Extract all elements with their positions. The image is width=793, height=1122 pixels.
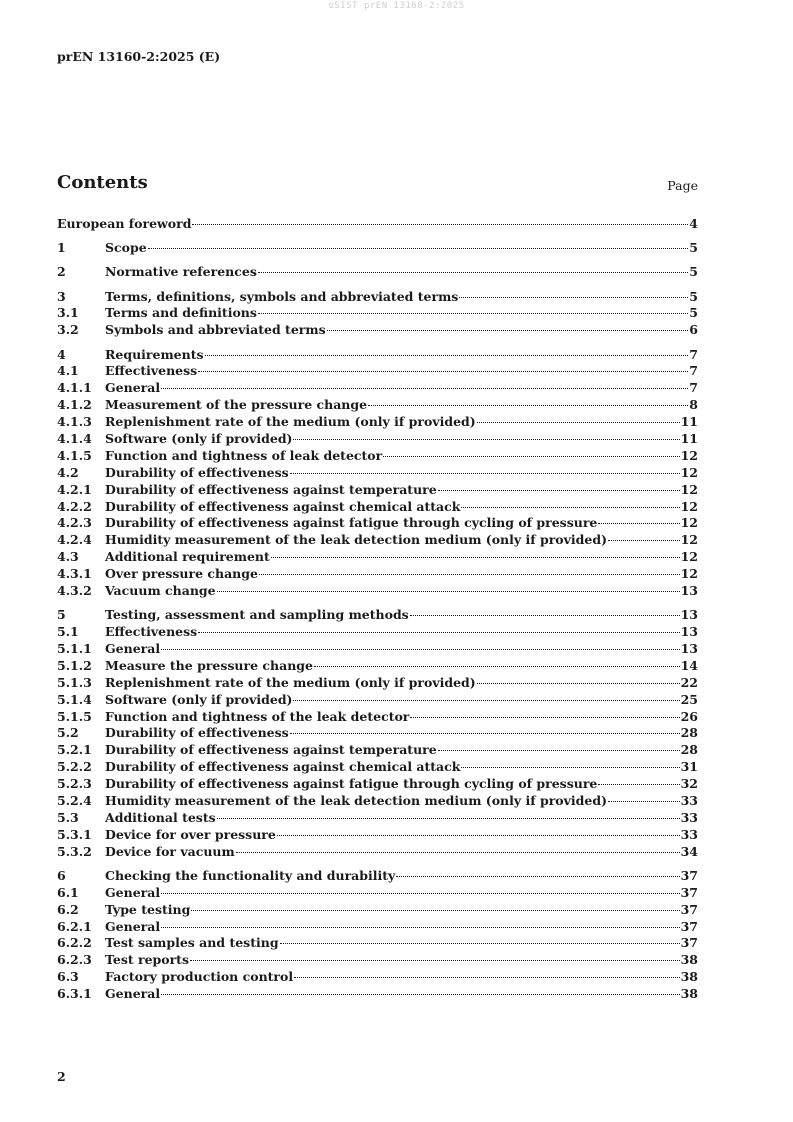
toc-entry-number: 4 [57, 346, 66, 362]
toc-dot-leader [161, 893, 679, 894]
toc-entry-number: 5.3 [57, 809, 79, 825]
toc-entry-number: 5.3.1 [57, 826, 92, 842]
toc-entry-page: 11 [680, 414, 698, 430]
toc-dot-leader [461, 507, 679, 508]
toc-entry-title: Durability of effectiveness [105, 464, 289, 480]
toc-entry-title: Over pressure change [105, 566, 258, 582]
toc-entry-page: 14 [680, 657, 698, 673]
toc-entry[interactable] [57, 692, 698, 709]
toc-entry-title: Requirements [105, 346, 204, 362]
toc-dot-leader [190, 960, 680, 961]
toc-entry-title: Durability of effectiveness against fatigue through cycling of pressure [105, 515, 598, 531]
toc-entry-title: Terms and definitions [105, 305, 257, 321]
toc-dot-leader [236, 852, 680, 853]
toc-dot-leader [461, 767, 679, 768]
toc-entry-title: Function and tightness of the leak detector [105, 708, 410, 724]
toc-entry[interactable] [57, 482, 698, 499]
toc-entry-title: European foreword [57, 216, 192, 231]
toc-dot-leader [161, 994, 679, 995]
toc-entry-number: 5.2 [57, 725, 79, 741]
toc-entry[interactable] [57, 827, 698, 844]
toc-entry-title: Durability of effectiveness against temperature [105, 742, 437, 758]
toc-entry[interactable] [57, 658, 698, 675]
toc-entry-number: 5.1.4 [57, 691, 92, 707]
toc-dot-leader [258, 272, 688, 273]
toc-entry-number: 5.1.3 [57, 674, 92, 690]
toc-entry-title: Device for over pressure [105, 826, 276, 842]
toc-entry-page: 13 [680, 624, 698, 640]
toc-entry[interactable] [57, 347, 698, 364]
toc-entry-page: 31 [680, 759, 698, 775]
toc-dot-leader [459, 297, 688, 298]
toc-entry-number: 4.1.5 [57, 447, 92, 463]
toc-entry[interactable] [57, 499, 698, 516]
toc-entry[interactable] [57, 986, 698, 1003]
toc-dot-leader [314, 666, 680, 667]
toc-dot-leader [598, 784, 679, 785]
toc-entry-page: 34 [680, 843, 698, 859]
toc-entry-number: 5.2.2 [57, 759, 92, 775]
toc-entry-number: 6.3 [57, 969, 79, 985]
toc-entry-page: 33 [680, 792, 698, 808]
toc-entry[interactable] [57, 532, 698, 549]
toc-entry-page: 12 [680, 447, 698, 463]
toc-dot-leader [438, 490, 680, 491]
toc-entry-title: General [105, 380, 161, 396]
toc-entry-title: Scope [105, 240, 147, 256]
toc-dot-leader [205, 355, 689, 356]
toc-entry-title: Durability of effectiveness against temperature [105, 481, 437, 497]
toc-entry[interactable] [57, 902, 698, 919]
toc-entry-page: 12 [680, 549, 698, 565]
toc-dot-leader [258, 313, 688, 314]
toc-entry-title: Effectiveness [105, 363, 198, 379]
toc-entry-title: General [105, 884, 161, 900]
toc-entry[interactable] [57, 675, 698, 692]
toc-dot-leader [396, 876, 679, 877]
toc-entry-page: 11 [680, 430, 698, 446]
toc-entry[interactable] [57, 952, 698, 969]
toc-entry-number: 5 [57, 607, 66, 623]
toc-entry-title: Factory production control [105, 969, 294, 985]
toc-entry-number: 6.2.3 [57, 952, 92, 968]
toc-entry-page: 33 [680, 826, 698, 842]
toc-entry[interactable] [57, 725, 698, 742]
toc-dot-leader [327, 330, 689, 331]
toc-dot-leader [477, 683, 680, 684]
toc-entry-page: 5 [689, 305, 698, 321]
toc-entry-number: 6.2.2 [57, 935, 92, 951]
toc-entry-page: 12 [680, 498, 698, 514]
toc-dot-leader [293, 439, 679, 440]
toc-dot-leader [290, 733, 680, 734]
toc-entry-title: Symbols and abbreviated terms [105, 322, 326, 338]
toc-entry[interactable] [57, 759, 698, 776]
toc-dot-leader [608, 540, 680, 541]
toc-dot-leader [294, 977, 679, 978]
toc-entry-page: 37 [680, 918, 698, 934]
toc-dot-leader [161, 388, 688, 389]
toc-entry-title: Testing, assessment and sampling methods [105, 607, 409, 623]
toc-entry-number: 4.3.1 [57, 566, 92, 582]
toc-entry-page: 37 [680, 884, 698, 900]
toc-entry-page: 32 [680, 776, 698, 792]
toc-entry-number: 4.2.4 [57, 532, 92, 548]
toc-entry-page: 7 [689, 346, 698, 362]
toc-dot-leader [410, 615, 680, 616]
toc-entry[interactable] [57, 607, 698, 624]
toc-entry[interactable] [57, 742, 698, 759]
toc-dot-leader [438, 750, 680, 751]
toc-entry-number: 4.2 [57, 464, 79, 480]
toc-dot-leader [259, 574, 680, 575]
toc-entry-title: Terms, definitions, symbols and abbreviated terms [105, 288, 459, 304]
toc-entry-title: General [105, 640, 161, 656]
toc-entry-page: 37 [680, 935, 698, 951]
toc-entry-page: 37 [680, 867, 698, 883]
toc-entry-title: Checking the functionality and durability [105, 867, 396, 883]
toc-entry-page: 28 [680, 742, 698, 758]
toc-entry[interactable] [57, 264, 698, 281]
toc-entry[interactable] [57, 709, 698, 726]
toc-entry-page: 12 [680, 532, 698, 548]
toc-dot-leader [608, 801, 680, 802]
toc-entry[interactable] [57, 935, 698, 952]
toc-dot-leader [293, 700, 679, 701]
toc-dot-leader [161, 649, 679, 650]
toc-entry-title: Type testing [105, 901, 191, 917]
toc-entry[interactable] [57, 549, 698, 566]
toc-entry-number: 5.2.4 [57, 792, 92, 808]
toc-entry-page: 12 [680, 566, 698, 582]
toc-entry-number: 3.2 [57, 322, 79, 338]
toc-dot-leader [148, 248, 689, 249]
toc-entry-title: Durability of effectiveness against chemical attack [105, 498, 461, 514]
toc-entry-title: Humidity measurement of the leak detection medium (only if provided) [105, 532, 608, 548]
toc-entry-number: 6.2.1 [57, 918, 92, 934]
toc-entry-number: 4.2.3 [57, 515, 92, 531]
toc-dot-leader [217, 591, 680, 592]
toc-entry-number: 4.1.2 [57, 397, 92, 413]
toc-entry-number: 5.3.2 [57, 843, 92, 859]
toc-entry-number: 4.1.4 [57, 430, 92, 446]
toc-entry[interactable] [57, 397, 698, 414]
contents-heading: Contents [57, 172, 148, 193]
toc-entry[interactable] [57, 289, 698, 306]
toc-entry[interactable] [57, 305, 698, 322]
toc-entry-number: 4.2.1 [57, 481, 92, 497]
page-column-label: Page [667, 178, 698, 193]
table-of-contents [57, 216, 698, 1003]
toc-entry-page: 38 [680, 986, 698, 1002]
toc-entry-number: 4.1 [57, 363, 79, 379]
toc-entry-page: 8 [689, 397, 698, 413]
toc-entry-title: Replenishment rate of the medium (only if provided) [105, 414, 476, 430]
toc-entry-page: 7 [689, 380, 698, 396]
toc-entry[interactable] [57, 515, 698, 532]
toc-entry-page: 5 [689, 288, 698, 304]
toc-entry-page: 7 [689, 363, 698, 379]
toc-entry-number: 5.1.5 [57, 708, 92, 724]
toc-entry-number: 3.1 [57, 305, 79, 321]
toc-entry-title: Additional tests [105, 809, 216, 825]
toc-entry[interactable] [57, 322, 698, 339]
toc-entry[interactable] [57, 844, 698, 861]
toc-entry-title: Humidity measurement of the leak detection medium (only if provided) [105, 792, 608, 808]
toc-entry-page: 13 [680, 640, 698, 656]
toc-dot-leader [192, 224, 688, 225]
toc-entry-title: Effectiveness [105, 624, 198, 640]
toc-entry-number: 2 [57, 264, 66, 280]
toc-entry-page: 22 [680, 674, 698, 690]
toc-entry[interactable] [57, 919, 698, 936]
toc-entry-title: Replenishment rate of the medium (only if provided) [105, 674, 476, 690]
toc-entry-title: Software (only if provided) [105, 430, 293, 446]
toc-entry-title: Additional requirement [105, 549, 270, 565]
toc-entry-number: 4.3.2 [57, 583, 92, 598]
toc-entry-number: 4.3 [57, 549, 79, 565]
toc-entry-title: Function and tightness of leak detector [105, 447, 383, 463]
toc-dot-leader [290, 473, 680, 474]
toc-entry[interactable] [57, 566, 698, 583]
toc-dot-leader [198, 632, 679, 633]
toc-entry[interactable] [57, 868, 698, 885]
toc-entry-title: Normative references [105, 264, 257, 280]
toc-dot-leader [410, 717, 679, 718]
toc-entry-page: 38 [680, 969, 698, 985]
toc-entry-title: General [105, 986, 161, 1002]
toc-entry-page: 5 [689, 240, 698, 256]
toc-entry-title: Measure the pressure change [105, 657, 313, 673]
toc-entry[interactable] [57, 776, 698, 793]
toc-entry[interactable] [57, 414, 698, 431]
document-id: prEN 13160-2:2025 (E) [57, 49, 221, 64]
toc-entry-title: Durability of effectiveness against chemical attack [105, 759, 461, 775]
toc-entry-number: 4.1.3 [57, 414, 92, 430]
toc-entry-number: 6.2 [57, 901, 79, 917]
toc-dot-leader [198, 371, 688, 372]
toc-entry-number: 5.2.3 [57, 776, 92, 792]
toc-entry-number: 3 [57, 288, 66, 304]
toc-dot-leader [280, 943, 680, 944]
toc-entry[interactable] [57, 465, 698, 482]
toc-entry-number: 6 [57, 867, 66, 883]
toc-entry-number: 4.1.1 [57, 380, 92, 396]
toc-entry-number: 5.1.1 [57, 640, 92, 656]
toc-dot-leader [217, 818, 680, 819]
toc-entry-page: 37 [680, 901, 698, 917]
toc-entry-title: Durability of effectiveness [105, 725, 289, 741]
toc-dot-leader [271, 557, 680, 558]
toc-entry[interactable] [57, 624, 698, 641]
toc-dot-leader [191, 910, 679, 911]
toc-entry-page: 4 [689, 216, 698, 231]
toc-dot-leader [368, 405, 688, 406]
toc-entry-title: Vacuum change [105, 583, 216, 598]
toc-entry-page: 12 [680, 481, 698, 497]
toc-entry[interactable] [57, 380, 698, 397]
toc-entry[interactable] [57, 431, 698, 448]
toc-dot-leader [477, 422, 680, 423]
page-number: 2 [57, 1069, 66, 1084]
toc-entry-page: 38 [680, 952, 698, 968]
toc-dot-leader [277, 835, 680, 836]
toc-entry[interactable] [57, 448, 698, 465]
toc-entry-title: Durability of effectiveness against fatigue through cycling of pressure [105, 776, 598, 792]
toc-entry[interactable] [57, 969, 698, 986]
toc-entry[interactable] [57, 363, 698, 380]
toc-entry-number: 4.2.2 [57, 498, 92, 514]
toc-dot-leader [383, 456, 679, 457]
toc-entry-page: 25 [680, 691, 698, 707]
toc-dot-leader [598, 523, 679, 524]
toc-entry-title: Device for vacuum [105, 843, 235, 859]
toc-entry-page: 6 [689, 322, 698, 338]
toc-dot-leader [161, 927, 679, 928]
toc-entry-title: Test samples and testing [105, 935, 279, 951]
toc-entry-number: 6.1 [57, 884, 79, 900]
toc-entry-title: General [105, 918, 161, 934]
toc-entry[interactable] [57, 216, 698, 233]
toc-entry-number: 6.3.1 [57, 986, 92, 1002]
toc-entry-page: 12 [680, 464, 698, 480]
toc-entry-number: 5.1 [57, 624, 79, 640]
toc-entry-page: 5 [689, 264, 698, 280]
toc-entry[interactable] [57, 583, 698, 600]
watermark: oSIST prEN 13160-2:2025 [328, 1, 465, 11]
toc-entry-title: Measurement of the pressure change [105, 397, 368, 413]
toc-entry[interactable] [57, 810, 698, 827]
toc-entry-page: 12 [680, 515, 698, 531]
toc-entry-page: 13 [680, 607, 698, 623]
toc-entry[interactable] [57, 240, 698, 257]
toc-entry-page: 33 [680, 809, 698, 825]
toc-entry-number: 5.2.1 [57, 742, 92, 758]
toc-entry-title: Test reports [105, 952, 189, 968]
toc-entry[interactable] [57, 641, 698, 658]
toc-entry-page: 28 [680, 725, 698, 741]
toc-entry-page: 26 [680, 708, 698, 724]
toc-entry-number: 1 [57, 240, 66, 256]
toc-entry-page: 13 [680, 583, 698, 598]
toc-entry[interactable] [57, 885, 698, 902]
toc-entry-number: 5.1.2 [57, 657, 92, 673]
toc-entry-title: Software (only if provided) [105, 691, 293, 707]
toc-entry[interactable] [57, 793, 698, 810]
